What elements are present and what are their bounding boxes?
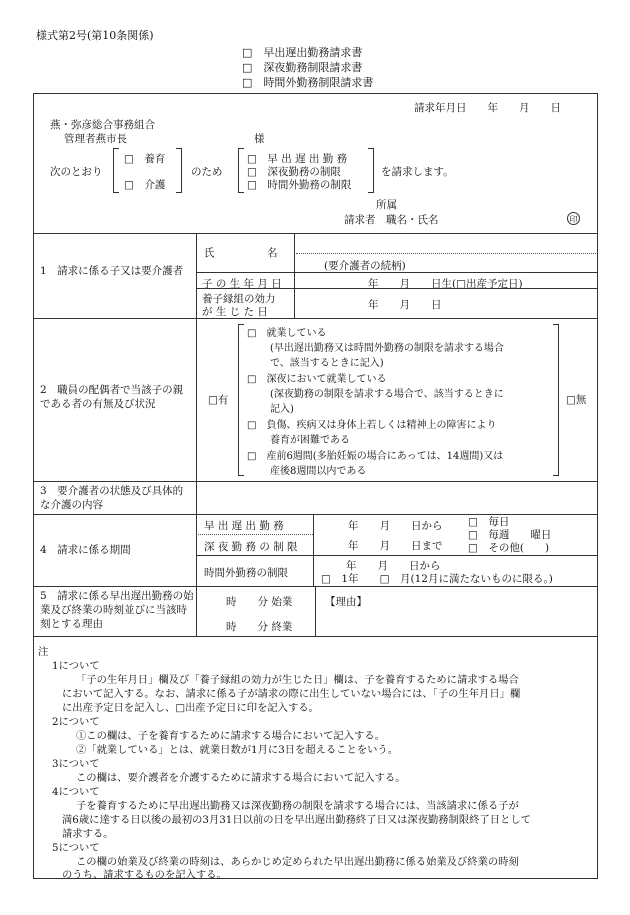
- s4-opt-daily[interactable]: □ 毎日: [468, 516, 510, 528]
- tsugi-label: 次のとおり: [50, 166, 103, 178]
- form-title-early-late: □ 早出遅出勤務請求書: [242, 46, 363, 59]
- note-line: のうち、請求するものを記入する。: [62, 869, 227, 881]
- s3-col-divider: [196, 481, 197, 514]
- tame-label: のため: [191, 166, 223, 178]
- affiliation-label: 所属: [376, 199, 397, 211]
- s4-opt-weekly[interactable]: □ 毎週 曜日: [468, 529, 552, 541]
- s2-no[interactable]: □無: [566, 394, 587, 406]
- s1-row-line-1: [196, 272, 598, 273]
- s4-col-divider-b: [313, 514, 314, 586]
- note-heading-3: 3について: [52, 758, 100, 770]
- s2-item-2[interactable]: □ 深夜において就業している: [247, 374, 387, 385]
- s2-item-1-note-b: で、該当するときに記入): [270, 358, 384, 369]
- requester-label: 請求者 職名・氏名: [344, 214, 439, 226]
- s4-ot-from: 年 月 日から: [346, 560, 441, 572]
- s5-col-divider-a: [196, 586, 197, 636]
- note-line: この欄は、要介護者を介護するために請求する場合において記入する。: [76, 772, 406, 784]
- s2-col-divider: [196, 318, 197, 481]
- divider-2: [33, 318, 598, 319]
- seal-mark: 印: [567, 212, 580, 225]
- note-line: 請求する。: [62, 828, 114, 840]
- s2-item-3-note: 養育が困難である: [270, 435, 350, 446]
- s1-col-divider-b: [294, 233, 295, 318]
- s1-birth-value: 年 月 日生(□出産予定日): [368, 278, 523, 290]
- note-heading-5: 5について: [52, 842, 100, 854]
- note-heading-1: 1について: [52, 660, 100, 672]
- note-line: ①この欄は、子を養育するために請求する場合において記入する。: [76, 730, 385, 742]
- request-date: 請求年月日 年 月 日: [414, 102, 561, 114]
- s3-label: 3 要介護者の状態及び具体的な介護の内容: [40, 485, 184, 511]
- type-overtime[interactable]: □ 時間外勤務の制限: [247, 179, 352, 191]
- purpose-care[interactable]: □ 介護: [124, 179, 166, 191]
- s2-bracket-left: [238, 324, 244, 476]
- s1-name-label: 氏 名: [204, 247, 278, 259]
- form-title-overtime: □ 時間外勤務制限請求書: [242, 76, 374, 89]
- note-line: 満6歳に達する日以後の最初の3月31日以前の日を早出遅出勤務終了日又は深夜勤務制限終了日として: [62, 814, 531, 826]
- s4-opt-other[interactable]: □ その他( ): [468, 542, 550, 554]
- s1-row-line-2: [196, 288, 598, 289]
- note-line: において記入する。なお、請求に係る子が請求の際に出生していない場合には、「子の生年月日」欄: [62, 688, 521, 700]
- s4-row1-label: 早 出 遅 出 勤 務: [204, 520, 284, 532]
- addressee-name: 管理者燕市長: [64, 133, 127, 145]
- s2-label: 2 職員の配偶者で当該子の親である者の有無及び状況: [40, 384, 184, 410]
- s5-col-divider-b: [315, 586, 316, 636]
- s2-item-2-note-a: (深夜勤務の制限を請求する場合で、該当するときに: [270, 389, 504, 400]
- addressee-honorific: 様: [254, 133, 265, 145]
- form-number: 様式第2号(第10条関係): [36, 29, 154, 42]
- s1-adopt-label-2: が 生 じ た 日: [202, 306, 268, 318]
- s4-label: 4 請求に係る期間: [40, 544, 131, 556]
- purpose-bracket-right: [176, 148, 182, 193]
- s2-item-4-note: 産後8週間以内である: [270, 466, 367, 477]
- notes-title: 注: [38, 646, 49, 658]
- addressee-org: 燕・弥彦総合事務組合: [50, 119, 155, 131]
- type-bracket-left: [238, 148, 244, 193]
- s4-col-divider-a: [196, 514, 197, 586]
- note-line: 「子の生年月日」欄及び「養子縁組の効力が生じた日」欄は、子を養育するために請求する場合: [76, 674, 519, 686]
- s2-yes[interactable]: □有: [208, 394, 229, 406]
- s2-bracket-right: [553, 324, 559, 476]
- s5-label: 5 請求に係る早出遅出勤務の始業及び終業の時刻並びに当該時刻とする理由: [40, 590, 194, 630]
- s1-birth-label: 子 の 生 年 月 日: [202, 278, 282, 290]
- divider-1: [33, 233, 598, 234]
- divider-6: [33, 636, 598, 637]
- s5-reason: 【理由】: [325, 596, 367, 608]
- s4-from: 年 月 日から: [348, 520, 443, 532]
- note-heading-2: 2について: [52, 716, 100, 728]
- note-heading-4: 4について: [52, 786, 100, 798]
- s4-row-line: [196, 555, 598, 556]
- divider-4: [33, 514, 598, 515]
- note-line: ②「就業している」とは、就業日数が1月に3日を超えることをいう。: [76, 744, 399, 756]
- s1-relation: (要介護者の続柄): [324, 260, 406, 272]
- s4-ot-period[interactable]: □ 1年 □ 月(12月に満たないものに限る。): [321, 573, 553, 585]
- purpose-bracket-left: [113, 148, 119, 193]
- s2-item-1-note-a: (早出遅出勤務又は時間外勤務の制限を請求する場合: [270, 343, 504, 354]
- s1-adopt-label-1: 養子縁組の効力: [202, 293, 276, 305]
- s4-until: 年 月 日まで: [348, 540, 443, 552]
- s4-row-dotted: [196, 534, 313, 535]
- note-line: この欄の始業及び終業の時刻は、あらかじめ定められた早出遅出勤務に係る始業及び終業の時刻: [76, 856, 519, 868]
- s2-item-1[interactable]: □ 就業している: [247, 328, 327, 339]
- s2-item-2-note-b: 記入): [270, 404, 294, 415]
- seikyu-label: を請求します。: [381, 166, 454, 178]
- s4-row3-label: 時間外勤務の制限: [204, 567, 288, 579]
- note-line: 子を養育するために早出遅出勤務又は深夜勤務の制限を請求する場合には、当該請求に係る子が: [76, 800, 519, 812]
- s2-item-3[interactable]: □ 負傷、疾病又は身体上若しくは精神上の障害により: [247, 420, 497, 431]
- s1-adopt-value: 年 月 日: [368, 299, 442, 311]
- s1-col-divider-a: [196, 233, 197, 318]
- s1-name-dotted: [296, 253, 596, 254]
- s4-row2-label: 深 夜 勤 務 の 制 限: [204, 541, 298, 553]
- s5-start: 時 分 始業: [226, 596, 293, 608]
- s2-item-4[interactable]: □ 産前6週間(多胎妊娠の場合にあっては、14週間)又は: [247, 451, 504, 462]
- type-bracket-right: [368, 148, 374, 193]
- divider-3: [33, 481, 598, 482]
- type-early-late[interactable]: □ 早 出 遅 出 勤 務: [247, 153, 348, 165]
- s5-end: 時 分 終業: [226, 621, 293, 633]
- s1-label: 1 請求に係る子又は要介護者: [40, 265, 184, 277]
- purpose-childcare[interactable]: □ 養育: [124, 153, 166, 165]
- note-line: に出産予定日を記入し、□出産予定日に印を記入する。: [62, 702, 319, 714]
- type-night[interactable]: □ 深夜勤務の制限: [247, 166, 341, 178]
- form-title-night: □ 深夜勤務制限請求書: [242, 61, 363, 74]
